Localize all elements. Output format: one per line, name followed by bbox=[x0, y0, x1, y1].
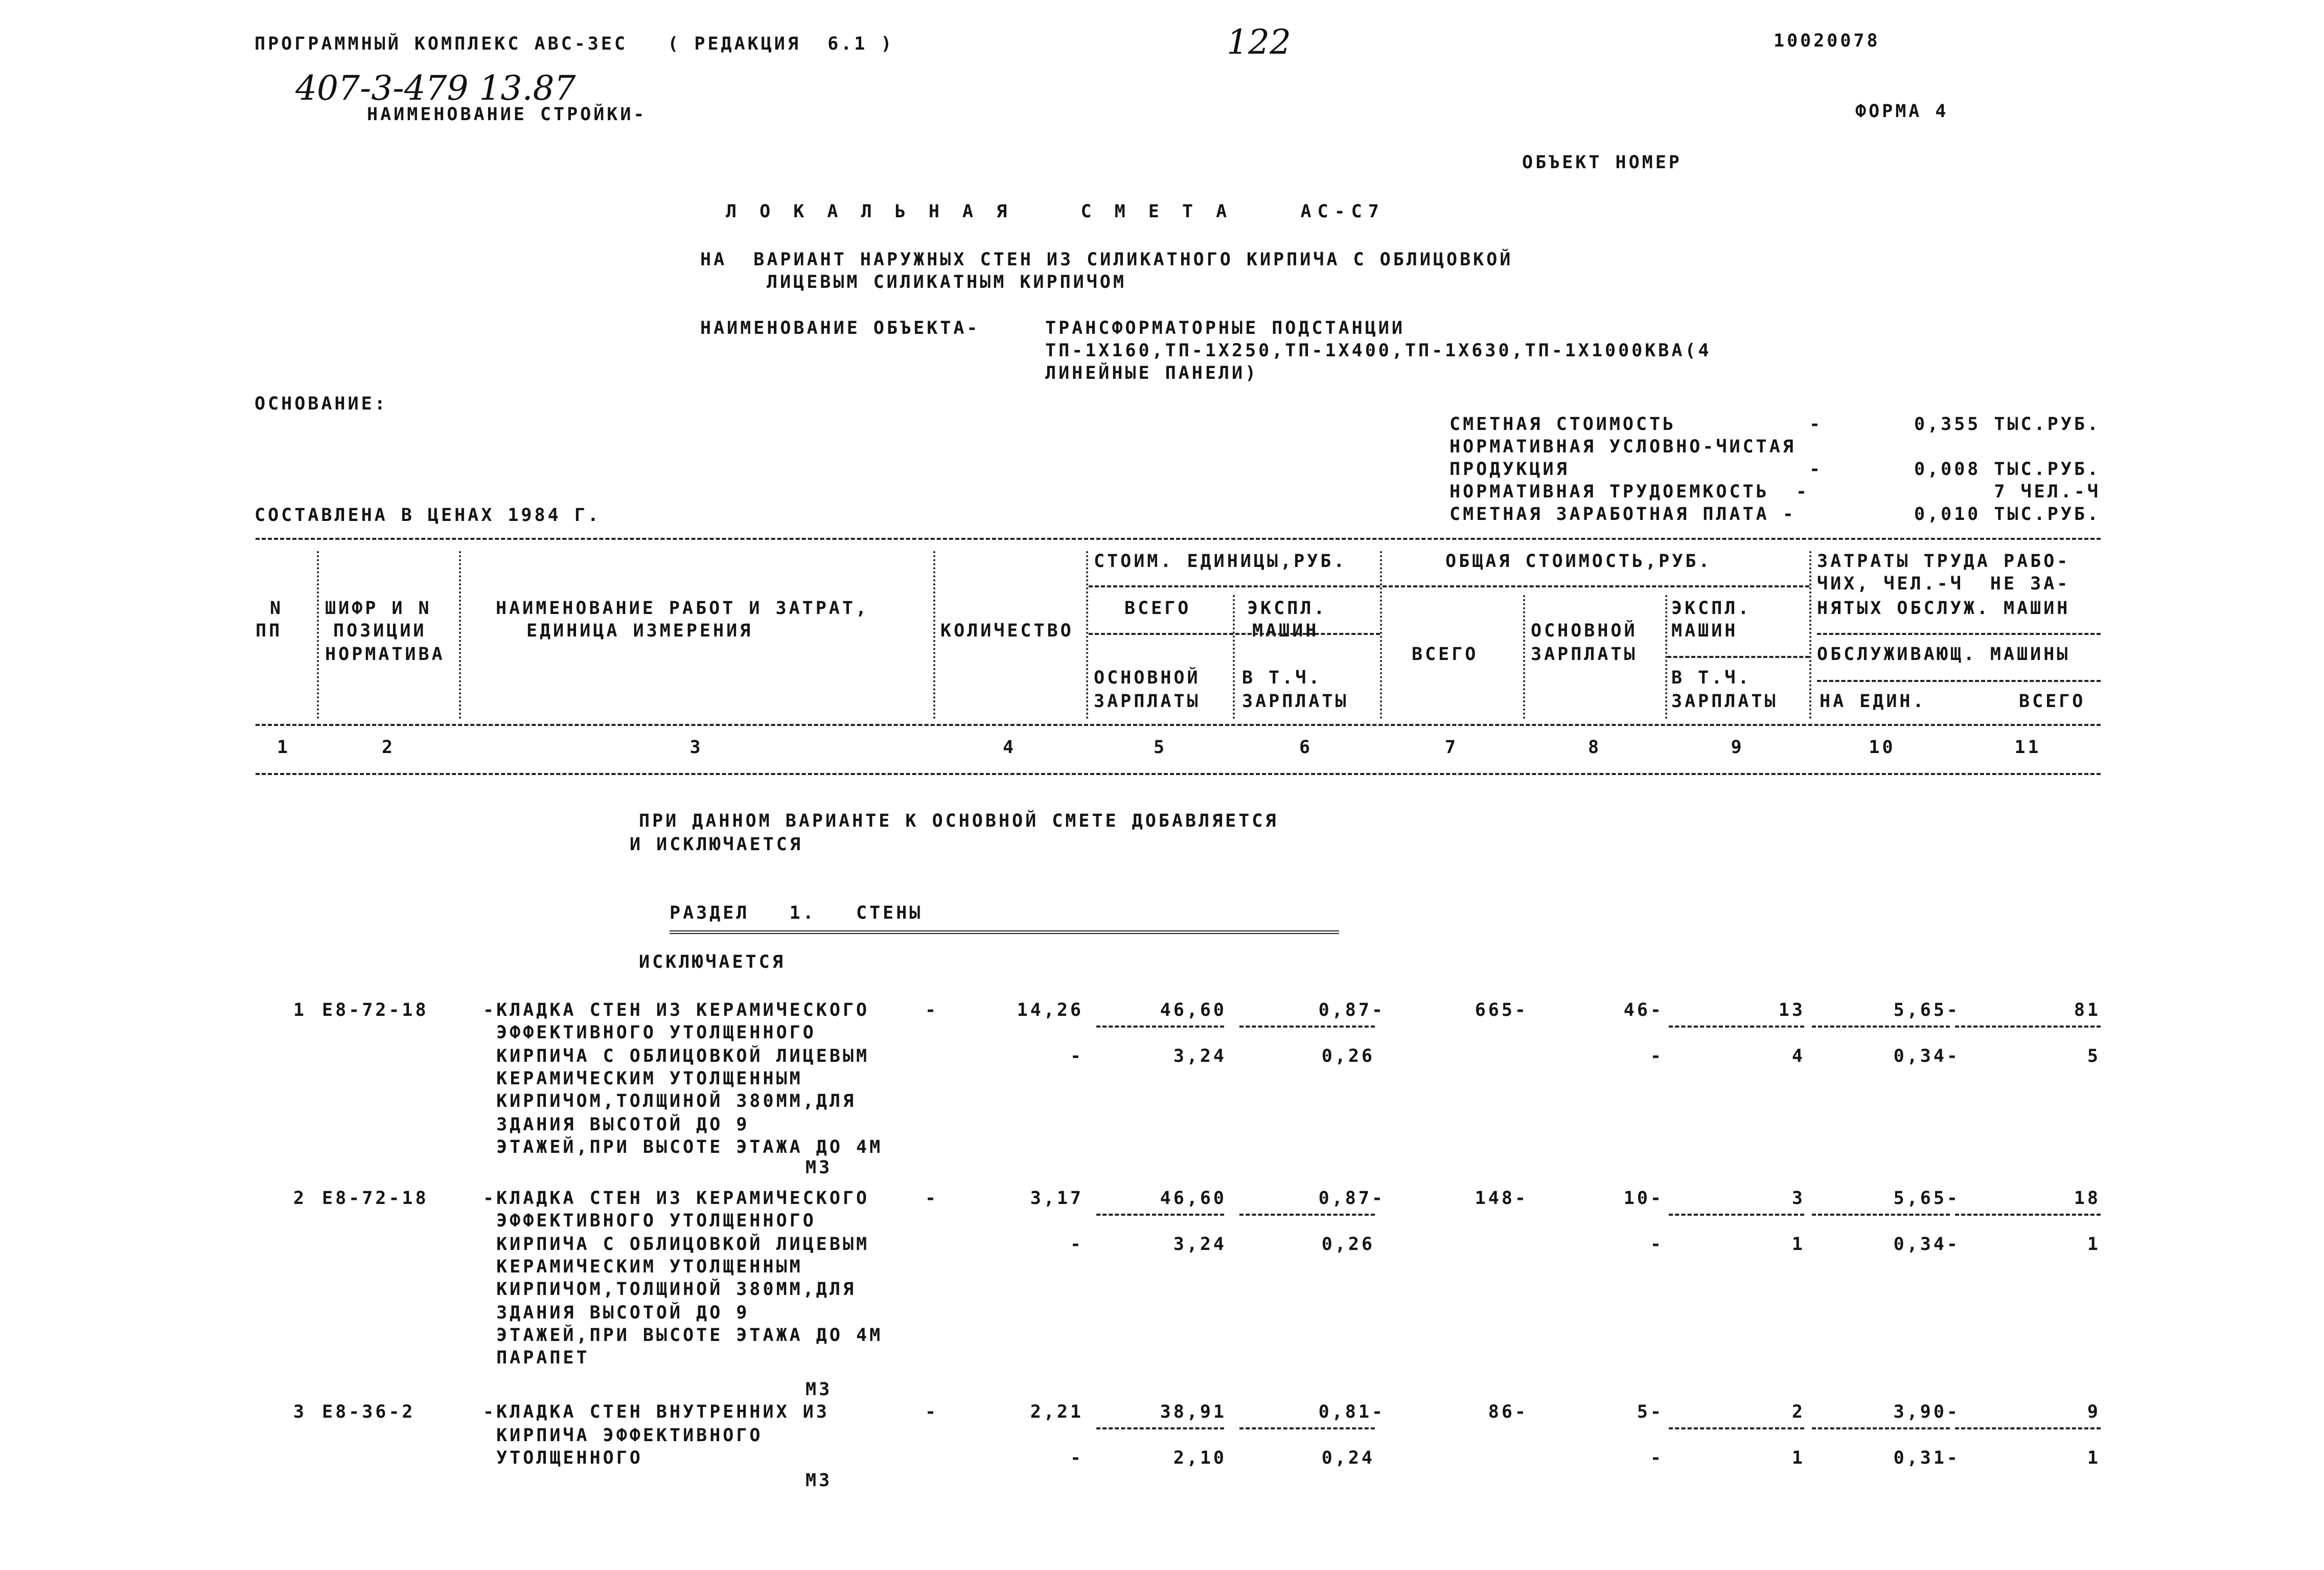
header-subrule bbox=[1089, 585, 1380, 587]
total-main-header-2: ЗАРПЛАТЫ bbox=[1531, 644, 1638, 665]
row-desc-line: ЭТАЖЕЙ,ПРИ ВЫСОТЕ ЭТАЖА ДО 4М bbox=[483, 1137, 883, 1157]
row-number: 3 bbox=[293, 1402, 307, 1422]
row-desc-line: -КЛАДКА СТЕН ИЗ КЕРАМИЧЕСКОГО bbox=[483, 1188, 870, 1209]
header-subrule bbox=[1817, 680, 2101, 682]
col-qty-header: КОЛИЧЕСТВО bbox=[940, 621, 1074, 641]
col-code-header-1: ШИФР И N bbox=[325, 598, 432, 619]
row-unit-main: 2,10 bbox=[1173, 1448, 1227, 1468]
row-desc-line: КИРПИЧА С ОБЛИЦОВКОЙ ЛИЦЕВЫМ bbox=[483, 1234, 870, 1255]
value-rule bbox=[1955, 1026, 2101, 1028]
value-rule bbox=[1096, 1214, 1224, 1216]
col-name-header-2: ЕДИНИЦА ИЗМЕРЕНИЯ bbox=[526, 621, 753, 641]
header-subrule bbox=[1383, 585, 1809, 587]
row-desc-line: ПАРАПЕТ bbox=[483, 1348, 590, 1368]
subject-line-2: ЛИЦЕВЫМ СИЛИКАТНЫМ КИРПИЧОМ bbox=[767, 272, 1126, 292]
value-rule bbox=[1096, 1427, 1224, 1429]
subject-line-1: НА ВАРИАНТ НАРУЖНЫХ СТЕН ИЗ СИЛИКАТНОГО КИРПИЧА С ОБЛИЦОВКОЙ bbox=[700, 249, 1513, 270]
row-labor-unit: 5,65- bbox=[1893, 1000, 1960, 1020]
object-name-line-1: ТРАНСФОРМАТОРНЫЕ ПОДСТАНЦИИ bbox=[1045, 318, 1405, 338]
unit-expl-header-1: ЭКСПЛ. bbox=[1247, 598, 1327, 619]
summary-label: СМЕТНАЯ СТОИМОСТЬ bbox=[1449, 414, 1676, 435]
row-total-expl: 13 bbox=[1778, 1000, 1805, 1020]
col-name-header-1: НАИМЕНОВАНИЕ РАБОТ И ЗАТРАТ, bbox=[496, 598, 869, 619]
col-code-header-2: ПОЗИЦИИ bbox=[333, 621, 427, 641]
row-unit-incl: 0,26 bbox=[1321, 1234, 1375, 1255]
row-desc-line: КИРПИЧОМ,ТОЛЩИНОЙ 380ММ,ДЛЯ bbox=[483, 1091, 857, 1111]
row-total-sum: 665- bbox=[1475, 1000, 1528, 1020]
row-unit-incl: 0,24 bbox=[1321, 1448, 1375, 1468]
row-labor-unit-sub: 0,34- bbox=[1893, 1234, 1960, 1255]
summary-dash: - bbox=[1809, 414, 1823, 435]
column-number: 7 bbox=[1444, 737, 1459, 758]
value-rule bbox=[1239, 1427, 1375, 1429]
total-sum-header: ВСЕГО bbox=[1412, 644, 1479, 665]
header-bottom-rule bbox=[256, 724, 2101, 726]
row-unit-total: 38,91 bbox=[1160, 1402, 1227, 1422]
unit-cost-header: СТОИМ. ЕДИНИЦЫ,РУБ. bbox=[1094, 551, 1347, 572]
row-number: 2 bbox=[293, 1188, 307, 1209]
row-desc-line: КИРПИЧА ЭФФЕКТИВНОГО bbox=[483, 1425, 763, 1446]
total-expl-header-1: ЭКСПЛ. bbox=[1671, 598, 1752, 619]
row-dash: - bbox=[925, 1000, 939, 1020]
unit-main-header-2: ЗАРПЛАТЫ bbox=[1094, 691, 1201, 712]
value-rule bbox=[1669, 1026, 1804, 1028]
column-number: 5 bbox=[1153, 737, 1167, 758]
header-subrule bbox=[1667, 656, 1809, 658]
row-total-main: 46- bbox=[1623, 1000, 1664, 1020]
total-main-header-1: ОСНОВНОЙ bbox=[1531, 621, 1638, 641]
row-labor-total-sub: 1 bbox=[2087, 1234, 2101, 1255]
summary-dash: - bbox=[1809, 459, 1823, 480]
total-incl-header-1: В Т.Ч. bbox=[1671, 668, 1752, 688]
row-desc-line: ЭТАЖЕЙ,ПРИ ВЫСОТЕ ЭТАЖА ДО 4М bbox=[483, 1325, 883, 1346]
col-pp-header: ПП bbox=[256, 621, 283, 641]
summary-label: СМЕТНАЯ ЗАРАБОТНАЯ ПЛАТА - bbox=[1449, 504, 1796, 525]
row-total-incl: 1 bbox=[1791, 1448, 1805, 1468]
value-rule bbox=[1812, 1026, 1950, 1028]
column-number: 11 bbox=[2014, 737, 2041, 758]
row-quantity-sub: - bbox=[1070, 1046, 1084, 1066]
value-rule bbox=[1812, 1214, 1950, 1216]
summary-value: 0,010 ТЫС.РУБ. bbox=[1914, 504, 2101, 525]
column-separator bbox=[1233, 595, 1235, 719]
row-desc-line: КИРПИЧОМ,ТОЛЩИНОЙ 380ММ,ДЛЯ bbox=[483, 1279, 857, 1300]
program-title: ПРОГРАММНЫЙ КОМПЛЕКС АВС-3ЕС ( РЕДАКЦИЯ 6.1 ) bbox=[255, 34, 894, 54]
row-quantity: 2,21 bbox=[1030, 1402, 1084, 1422]
column-separator bbox=[1523, 595, 1525, 719]
object-name-line-3: ЛИНЕЙНЫЕ ПАНЕЛИ) bbox=[1045, 363, 1259, 383]
row-desc-line: ЭФФЕКТИВНОГО УТОЛЩЕННОГО bbox=[483, 1022, 816, 1043]
row-unit-total: 46,60 bbox=[1160, 1000, 1227, 1020]
summary-value: 7 ЧЕЛ.-Ч bbox=[1994, 482, 2101, 502]
row-total-expl: 2 bbox=[1791, 1402, 1805, 1422]
row-dash: - bbox=[925, 1188, 939, 1209]
row-quantity-sub: - bbox=[1070, 1448, 1084, 1468]
header-subrule bbox=[1089, 633, 1380, 635]
row-desc-line: -КЛАДКА СТЕН ИЗ КЕРАМИЧЕСКОГО bbox=[483, 1000, 870, 1020]
unit-expl-header-2: МАШИН bbox=[1252, 621, 1319, 641]
prices-basis: СОСТАВЛЕНА В ЦЕНАХ 1984 Г. bbox=[255, 505, 601, 526]
row-labor-total-sub: 5 bbox=[2087, 1046, 2101, 1066]
section-underline bbox=[670, 930, 1339, 934]
row-labor-unit: 3,90- bbox=[1893, 1402, 1960, 1422]
row-total-main-sub: - bbox=[1650, 1448, 1664, 1468]
document-title: Л О К А Л Ь Н А Я С М Е Т А АС-С7 bbox=[726, 201, 1385, 222]
row-unit-expl: 0,87- bbox=[1318, 1000, 1385, 1020]
table-top-rule bbox=[256, 538, 2101, 540]
labor-header-1: ЗАТРАТЫ ТРУДА РАБО- bbox=[1817, 551, 2070, 572]
row-desc-line: КЕРАМИЧЕСКИМ УТОЛЩЕННЫМ bbox=[483, 1068, 803, 1089]
row-total-main-sub: - bbox=[1650, 1234, 1664, 1255]
column-separator bbox=[1380, 551, 1382, 719]
row-unit-expl: 0,81- bbox=[1318, 1402, 1385, 1422]
column-separator bbox=[933, 551, 935, 719]
column-number-rule bbox=[256, 773, 2101, 775]
row-labor-unit-sub: 0,34- bbox=[1893, 1046, 1960, 1066]
handwritten-project-code: 407-3-479 13.87 bbox=[295, 69, 576, 108]
row-unit: М3 bbox=[806, 1470, 833, 1491]
row-desc-line: ЭФФЕКТИВНОГО УТОЛЩЕННОГО bbox=[483, 1211, 816, 1231]
row-quantity: 14,26 bbox=[1017, 1000, 1084, 1020]
column-separator bbox=[1086, 551, 1088, 719]
column-number: 4 bbox=[1002, 737, 1017, 758]
row-total-incl: 4 bbox=[1791, 1046, 1805, 1066]
row-labor-unit: 5,65- bbox=[1893, 1188, 1960, 1209]
row-unit-main: 3,24 bbox=[1173, 1046, 1227, 1066]
row-number: 1 bbox=[293, 1000, 307, 1020]
summary-label: ПРОДУКЦИЯ bbox=[1449, 459, 1570, 480]
row-total-sum: 148- bbox=[1475, 1188, 1528, 1209]
value-rule bbox=[1955, 1214, 2101, 1216]
summary-label: НОРМАТИВНАЯ УСЛОВНО-ЧИСТАЯ bbox=[1449, 437, 1796, 457]
column-number: 6 bbox=[1299, 737, 1313, 758]
labor-total-header: ВСЕГО bbox=[2019, 691, 2086, 712]
unit-incl-header-2: ЗАРПЛАТЫ bbox=[1242, 691, 1349, 712]
col-n-header: N bbox=[270, 598, 284, 619]
summary-label: НОРМАТИВНАЯ ТРУДОЕМКОСТЬ - bbox=[1449, 482, 1809, 502]
row-total-expl: 3 bbox=[1791, 1188, 1805, 1209]
value-rule bbox=[1239, 1026, 1375, 1028]
row-code: Е8-36-2 bbox=[322, 1402, 416, 1422]
column-number: 10 bbox=[1869, 737, 1896, 758]
labor-header-4: ОБСЛУЖИВАЮЩ. МАШИНЫ bbox=[1817, 644, 2070, 665]
column-number: 3 bbox=[689, 737, 703, 758]
labor-header-3: НЯТЫХ ОБСЛУЖ. МАШИН bbox=[1817, 598, 2070, 619]
row-unit-expl: 0,87- bbox=[1318, 1188, 1385, 1209]
row-desc-line: ЗДАНИЯ ВЫСОТОЙ ДО 9 bbox=[483, 1303, 750, 1323]
intro-line-1: ПРИ ДАННОМ ВАРИАНТЕ К ОСНОВНОЙ СМЕТЕ ДОБАВЛЯЕТСЯ bbox=[639, 811, 1279, 831]
row-labor-total: 81 bbox=[2074, 1000, 2101, 1020]
basis-label: ОСНОВАНИЕ: bbox=[255, 394, 388, 414]
column-number: 9 bbox=[1731, 737, 1744, 758]
total-incl-header-2: ЗАРПЛАТЫ bbox=[1671, 691, 1778, 712]
row-labor-total-sub: 1 bbox=[2087, 1448, 2101, 1468]
row-quantity-sub: - bbox=[1070, 1234, 1084, 1255]
total-expl-header-2: МАШИН bbox=[1671, 621, 1738, 641]
labor-header-2: ЧИХ, ЧЕЛ.-Ч НЕ ЗА- bbox=[1817, 574, 2070, 594]
column-separator bbox=[459, 551, 461, 719]
page-number: 122 bbox=[1227, 22, 1291, 62]
labor-unit-header: НА ЕДИН. bbox=[1820, 691, 1926, 712]
row-desc-line: -КЛАДКА СТЕН ВНУТРЕННИХ ИЗ bbox=[483, 1402, 830, 1422]
construction-name-label: НАИМЕНОВАНИЕ СТРОЙКИ- bbox=[367, 104, 647, 125]
row-desc-line: КЕРАМИЧЕСКИМ УТОЛЩЕННЫМ bbox=[483, 1257, 803, 1277]
object-number-label: ОБЪЕКТ НОМЕР bbox=[1522, 152, 1682, 173]
row-labor-total: 18 bbox=[2074, 1188, 2101, 1209]
row-unit-incl: 0,26 bbox=[1321, 1046, 1375, 1066]
excluded-label: ИСКЛЮЧАЕТСЯ bbox=[639, 952, 786, 972]
value-rule bbox=[1096, 1026, 1224, 1028]
section-title: РАЗДЕЛ 1. СТЕНЫ bbox=[670, 903, 923, 923]
row-unit-total: 46,60 bbox=[1160, 1188, 1227, 1209]
row-dash: - bbox=[925, 1402, 939, 1422]
column-separator bbox=[1809, 551, 1811, 719]
row-total-sum: 86- bbox=[1488, 1402, 1528, 1422]
value-rule bbox=[1669, 1427, 1804, 1429]
summary-value: 0,355 ТЫС.РУБ. bbox=[1914, 414, 2101, 435]
value-rule bbox=[1669, 1214, 1804, 1216]
row-unit: М3 bbox=[806, 1379, 833, 1400]
total-cost-header: ОБЩАЯ СТОИМОСТЬ,РУБ. bbox=[1445, 551, 1712, 572]
document-code: 10020078 bbox=[1774, 31, 1880, 51]
column-number: 1 bbox=[277, 737, 291, 758]
value-rule bbox=[1239, 1214, 1375, 1216]
row-quantity: 3,17 bbox=[1030, 1188, 1084, 1209]
intro-line-2: И ИСКЛЮЧАЕТСЯ bbox=[630, 834, 803, 855]
value-rule bbox=[1955, 1427, 2101, 1429]
unit-total-header: ВСЕГО bbox=[1124, 598, 1191, 619]
value-rule bbox=[1812, 1427, 1950, 1429]
row-code: Е8-72-18 bbox=[322, 1000, 429, 1020]
col-code-header-3: НОРМАТИВА bbox=[325, 644, 445, 665]
row-desc-line: ЗДАНИЯ ВЫСОТОЙ ДО 9 bbox=[483, 1114, 750, 1135]
object-name-label: НАИМЕНОВАНИЕ ОБЪЕКТА- bbox=[700, 318, 980, 338]
column-number: 2 bbox=[381, 737, 396, 758]
row-labor-unit-sub: 0,31- bbox=[1893, 1448, 1960, 1468]
row-unit-main: 3,24 bbox=[1173, 1234, 1227, 1255]
row-desc-line: КИРПИЧА С ОБЛИЦОВКОЙ ЛИЦЕВЫМ bbox=[483, 1046, 870, 1066]
row-code: Е8-72-18 bbox=[322, 1188, 429, 1209]
object-name-line-2: ТП-1Х160,ТП-1Х250,ТП-1Х400,ТП-1Х630,ТП-1Х1000КВА(4 bbox=[1045, 340, 1712, 361]
row-desc-line: УТОЛЩЕННОГО bbox=[483, 1448, 643, 1468]
row-labor-total: 9 bbox=[2087, 1402, 2101, 1422]
form-label: ФОРМА 4 bbox=[1855, 101, 1949, 122]
unit-main-header-1: ОСНОВНОЙ bbox=[1094, 668, 1201, 688]
summary-value: 0,008 ТЫС.РУБ. bbox=[1914, 459, 2101, 480]
row-total-main: 10- bbox=[1623, 1188, 1664, 1209]
row-total-main-sub: - bbox=[1650, 1046, 1664, 1066]
row-unit: М3 bbox=[806, 1157, 833, 1178]
row-total-incl: 1 bbox=[1791, 1234, 1805, 1255]
unit-incl-header-1: В Т.Ч. bbox=[1242, 668, 1322, 688]
row-total-main: 5- bbox=[1637, 1402, 1664, 1422]
column-separator bbox=[317, 551, 319, 719]
column-number: 8 bbox=[1587, 737, 1602, 758]
header-subrule bbox=[1817, 633, 2101, 635]
